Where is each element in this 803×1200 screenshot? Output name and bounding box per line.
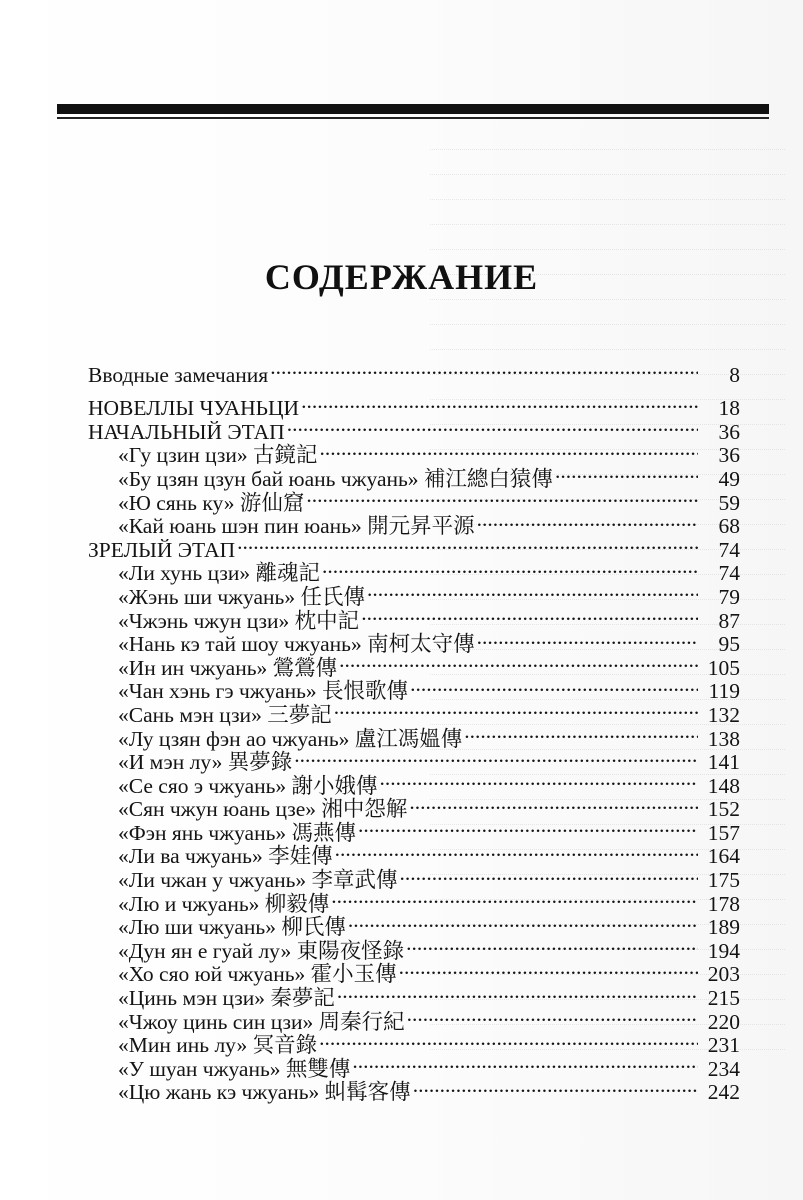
dot-leader: [331, 887, 698, 911]
dot-leader: [361, 604, 698, 628]
dot-leader: [406, 934, 698, 958]
dot-leader: [348, 911, 698, 935]
dot-leader: [409, 793, 698, 817]
dot-leader: [464, 722, 698, 746]
dot-leader: [477, 510, 698, 534]
toc-entry-page: 87: [718, 608, 740, 633]
toc-entry-title: «Сян чжун юань цзе» 湘中怨解: [118, 797, 408, 822]
dot-leader: [410, 675, 698, 699]
toc-entry-page: 175: [707, 868, 740, 893]
dot-leader: [306, 486, 698, 510]
toc-entry-page: 234: [707, 1056, 740, 1081]
toc-entry-page: 74: [718, 561, 740, 586]
toc-entry-page: 231: [707, 1033, 740, 1058]
toc-entry-page: 178: [707, 891, 740, 916]
toc-entry-title: «Се сяо э чжуань» 謝小娥傳: [118, 773, 378, 798]
toc-entry-title: «Нань кэ тай шоу чжуань» 南柯太守傳: [118, 632, 475, 657]
toc-entry-title: «Сань мэн цзи» 三夢記: [118, 702, 332, 727]
dot-leader: [334, 698, 698, 722]
toc-entry: [88, 358, 740, 387]
toc-entry-page: 68: [718, 514, 740, 539]
toc-entry-page: 215: [707, 986, 740, 1011]
toc-entry-page: 189: [707, 915, 740, 940]
toc-entry-title: «Ю сянь ку» 游仙窟: [118, 490, 305, 515]
dot-leader: [367, 580, 698, 604]
toc-entry-title: «Дун ян е гуай лу» 東陽夜怪錄: [118, 938, 405, 963]
toc-entry-page: 105: [707, 655, 740, 680]
dot-leader: [400, 863, 698, 887]
toc-entry-page: 203: [707, 962, 740, 987]
dot-leader: [319, 1029, 698, 1053]
toc-entry-title: НАЧАЛЬНЫЙ ЭТАП: [88, 419, 285, 444]
dot-leader: [352, 1052, 698, 1076]
dot-leader: [337, 981, 698, 1005]
toc-entry-title: ЗРЕЛЫЙ ЭТАП: [88, 537, 236, 562]
toc-entry-page: 18: [718, 396, 740, 421]
dot-leader: [320, 439, 698, 463]
dot-leader: [407, 1005, 698, 1029]
dot-leader: [358, 816, 698, 840]
toc-entry-title: «Цю жань кэ чжуань» 虯髯客傳: [118, 1080, 411, 1105]
dot-leader: [270, 358, 698, 382]
dot-leader: [287, 415, 698, 439]
toc-entry-title: «Кай юань шэн пин юань» 開元昇平源: [118, 514, 475, 539]
toc-entry-title: «Гу цзин цзи» 古鏡記: [118, 443, 318, 468]
toc-entry: [88, 392, 740, 421]
toc-entry-page: 194: [707, 938, 740, 963]
toc-entry-title: НОВЕЛЛЫ ЧУАНЬЦИ: [88, 396, 300, 421]
toc-entry-page: 141: [707, 750, 740, 775]
toc-entry-page: 242: [707, 1080, 740, 1105]
dot-leader: [399, 958, 698, 982]
toc-entry-page: 220: [707, 1009, 740, 1034]
dot-leader: [294, 746, 698, 770]
dot-leader: [237, 533, 698, 557]
dot-leader: [335, 840, 698, 864]
dot-leader: [413, 1076, 698, 1100]
toc-entry-title: «Бу цзян цзун бай юань чжуань» 補江總白猿傳: [118, 466, 553, 491]
dot-leader: [555, 462, 698, 486]
toc-entry-title: «Жэнь ши чжуань» 任氏傳: [118, 584, 365, 609]
toc-entry-page: 132: [707, 702, 740, 727]
toc-entry-title: «Чжэнь чжун цзи» 枕中記: [118, 608, 360, 633]
dot-leader: [339, 651, 698, 675]
header-rule-thin: [57, 117, 769, 119]
toc-entry-title: «Чан хэнь гэ чжуань» 長恨歌傳: [118, 679, 409, 704]
toc-entry-title: «Ин ин чжуань» 鶯鶯傳: [118, 655, 338, 680]
toc-entry-page: 79: [718, 584, 740, 609]
page-title: СОДЕРЖАНИЕ: [264, 257, 539, 297]
toc-entry-page: 138: [707, 726, 740, 751]
toc-entry-page: 74: [718, 537, 740, 562]
toc-entry-title: «Чжоу цинь син цзи» 周秦行紀: [118, 1009, 405, 1034]
toc-entry-page: 49: [718, 466, 740, 491]
toc-entry-title: «Ли ва чжуань» 李娃傳: [118, 844, 333, 869]
toc-entry-title: «Мин инь лу» 冥音錄: [118, 1033, 318, 1058]
toc-entry-title: «Ли чжан у чжуань» 李章武傳: [118, 868, 398, 893]
toc-entry-page: 148: [707, 773, 740, 798]
toc-entry-page: 8: [729, 362, 740, 387]
toc-entry-title: «И мэн лу» 異夢錄: [118, 750, 293, 775]
toc-entry-page: 119: [708, 679, 740, 704]
toc-entry-title: «У шуан чжуань» 無雙傳: [118, 1056, 351, 1081]
toc-entry-page: 164: [707, 844, 740, 869]
toc-entry-page: 36: [718, 443, 740, 468]
toc-entry-title: Вводные замечания: [88, 362, 269, 387]
toc-entry-title: «Хо сяо юй чжуань» 霍小玉傳: [118, 962, 397, 987]
dot-leader: [380, 769, 698, 793]
toc-entry-title: «Лю и чжуань» 柳毅傳: [118, 891, 330, 916]
toc-entry-title: «Цинь мэн цзи» 秦夢記: [118, 986, 335, 1011]
dot-leader: [322, 557, 698, 581]
dot-leader: [301, 392, 698, 416]
toc-entry-title: «Фэн янь чжуань» 馮燕傳: [118, 820, 357, 845]
table-of-contents: [88, 358, 740, 1105]
toc-entry-title: «Лю ши чжуань» 柳氏傳: [118, 915, 346, 940]
toc-entry-title: «Ли хунь цзи» 離魂記: [118, 561, 320, 586]
header-rule-thick: [57, 104, 769, 114]
dot-leader: [477, 628, 698, 652]
toc-entry-page: 59: [718, 490, 740, 515]
toc-entry-title: «Лу цзян фэн ао чжуань» 盧江馮媼傳: [118, 726, 463, 751]
toc-entry-page: 157: [707, 820, 740, 845]
toc-entry-page: 152: [707, 797, 740, 822]
toc-entry-page: 95: [718, 632, 740, 657]
toc-entry-page: 36: [718, 419, 740, 444]
